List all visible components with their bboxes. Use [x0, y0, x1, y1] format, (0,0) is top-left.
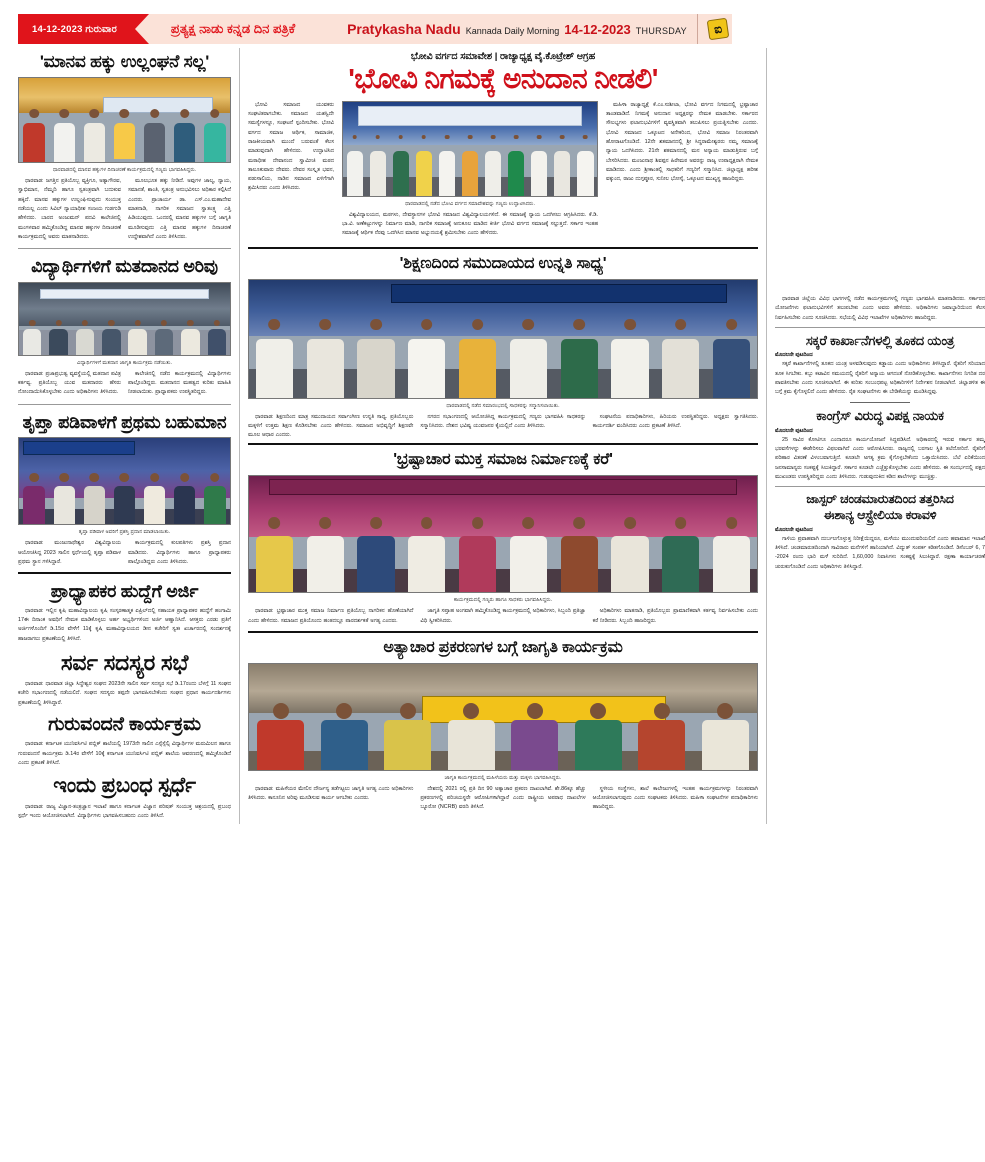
- masthead-date-flag: [18, 14, 135, 44]
- right-story-3-headline-line2: ಈಶಾನ್ಯ ಆಸ್ಟ್ರೇಲಿಯಾ ಕರಾವಳಿ: [823, 507, 937, 522]
- mid-story-2: [248, 451, 758, 627]
- paragraph: ಸಂಘಟನೆಯ ಪದಾಧಿಕಾರಿಗಳು, ಹಿರಿಯರು ಉಪಸ್ಥಿತರಿದ್ದರು. ಅಧ್ಯಕ್ಷರು ಸ್ವಾಗತಿಸಿದರು. ಕಾರ್ಯದರ್ಶಿ ವಂದಿಸಿದರು ಎಂದು ಪ್ರಕಟಣೆ ತಿಳಿಸಿದೆ.: [592, 413, 758, 429]
- paragraph: ಅಧಿಕಾರಿಗಳು ಮಾತನಾಡಿ, ಪ್ರತಿಯೊಬ್ಬರು ಪ್ರಾಮಾಣಿಕವಾಗಿ ಕರ್ತವ್ಯ ನಿರ್ವಹಿಸಬೇಕು ಎಂದು ಕರೆ ನೀಡಿದರು. ಸಿಬ್ಬಂದಿ ಹಾಜರಿದ್ದರು.: [592, 608, 758, 624]
- right-column: [767, 48, 985, 824]
- masthead-day: THURSDAY: [635, 26, 687, 36]
- middle-column: [240, 48, 767, 824]
- paragraph: ಸಕ್ಕರೆ ಕಾರ್ಖಾನೆಗಳಲ್ಲಿ ತೂಕದ ಯಂತ್ರ ಅಳವಡಿಸುವುದು ಕಡ್ಡಾಯ ಎಂದು ಅಧಿಕಾರಿಗಳು ತಿಳಿಸಿದ್ದಾರೆ. ರೈತರಿಗೆ ಸರಿಯಾದ ತೂಕ ಸಿಗಬೇಕು. ಕಬ್ಬು ಕಟಾವಿನ ಸಮಯದಲ್ಲಿ ರೈತರಿಗೆ ಅನ್ಯಾಯ ಆಗದಂತೆ ನೋಡಿಕೊಳ್ಳಬೇಕು. ಕಾರ್ಖಾನೆಗಳು ನಿಗದಿತ ದರ ಪಾವತಿಸಬೇಕು ಎಂದು ಸೂಚಿಸಲಾಗಿದೆ. ಈ ಕುರಿತು ಸಂಬಂಧಪಟ್ಟ ಅಧಿಕಾರಿಗಳಿಗೆ ನಿರ್ದೇಶನ ನೀಡಲಾಗಿದೆ. ಜಿಲ್ಲಾಡಳಿತ ಈ ಬಗ್ಗೆ ಕ್ರಮ ಕೈಗೊಳ್ಳಲಿದೆ ಎಂದು ಹೇಳಿದರು. ರೈತ ಸಂಘಟನೆಗಳು ಈ ಬೇಡಿಕೆಯನ್ನು ಮಂಡಿಸಿದ್ದವು.: [775, 361, 985, 396]
- paragraph: ಧಾರವಾಡ: ಭ್ರಷ್ಟಾಚಾರ ಮುಕ್ತ ಸಮಾಜ ನಿರ್ಮಾಣ ಪ್ರತಿಯೊಬ್ಬ ನಾಗರಿಕನ ಹೊಣೆಯಾಗಿದೆ ಎಂದು ಹೇಳಿದರು. ಸಮಾಜದ ಪ್ರತಿಯೊಂದು ಹಂತದಲ್ಲೂ ಪಾರದರ್ಶಕತೆ ಅಗತ್ಯ ಎಂದರು.: [248, 608, 414, 624]
- left-story-2-headline: ವಿದ್ಯಾರ್ಥಿಗಳಿಗೆ ಮತದಾನದ ಅರಿವು: [31, 256, 218, 277]
- masthead: [18, 14, 732, 44]
- mid-story-2-headline: 'ಭ್ರಷ್ಟಾಚಾರ ಮುಕ್ತ ಸಮಾಜ ನಿರ್ಮಾಣಕ್ಕೆ ಕರೆ': [393, 451, 613, 469]
- left-story-3-headline: ತೃಪ್ತಾ ಪಡಿವಾಳಗೆ ಪ್ರಥಮ ಬಹುಮಾನ: [22, 411, 227, 432]
- mid-story-1: [248, 255, 758, 441]
- mid-story-3-photo: [248, 663, 758, 771]
- left-story-5-body: [18, 680, 231, 708]
- right-story-2-headline: ಕಾಂಗ್ರೆಸ್ ವಿರುದ್ಧ ವಿಪಕ್ಷ ನಾಯಕ: [816, 408, 944, 424]
- lead-photo-caption: ಧಾರವಾಡದಲ್ಲಿ ನಡೆದ ಭೋವಿ ವರ್ಗದ ಸಮಾವೇಶವನ್ನು ಗಣ್ಯರು ಉದ್ಘಾಟಿಸಿದರು.: [405, 200, 535, 207]
- left-story-4-headline: ಪ್ರಾಧ್ಯಾಪಕರ ಹುದ್ದೆಗೆ ಅರ್ಜಿ: [50, 581, 199, 602]
- right-story-0-body: [775, 295, 985, 323]
- left-story-1-body: [18, 177, 231, 244]
- mid-story-3: [248, 639, 758, 813]
- paragraph: ಸ್ಥಳೀಯ ಸಂಸ್ಥೆಗಳು, ಶಾಲೆ ಕಾಲೇಜುಗಳಲ್ಲಿ ಇಂತಹ ಕಾರ್ಯಕ್ರಮಗಳನ್ನು ನಿರಂತರವಾಗಿ ಆಯೋಜಿಸಲಾಗುವುದು ಎಂದು ಸಂಘಟಕರು ತಿಳಿಸಿದರು. ಮಹಿಳಾ ಸಂಘಟನೆಗಳ ಪದಾಧಿಕಾರಿಗಳು ಹಾಜರಿದ್ದರು.: [592, 785, 758, 811]
- paragraph: ವಿಶ್ವವಿದ್ಯಾಲಯದ, ಮಠಗಳು, ದೇವಸ್ಥಾನಗಳ ಭೋವಿ ಸಮಾಜದ ವಿಶ್ವವಿದ್ಯಾಲಯಗಳಿದೆ. ಈ ಸಮಾಜಕ್ಕೆ ನ್ಯಾಯ ಒದಗಿಸಲು ಆಗ್ರಹಿಸಿದರು. ಕೆ.ಡಿ. ಭಾ.ವಿ. ಅಣೆಕಟ್ಟುಗಳನ್ನು ನಿರ್ಮಾಣ ಮಾಡಿ, ನಾಗರಿಕ ಸಮಾಜಕ್ಕೆ ಅನುಕೂಲ ಮಾಡಿದ ಕೀರ್ತಿ ಭೋವಿ ವರ್ಗದ ಸಮಾಜಕ್ಕೆ ಸಲ್ಲುತ್ತದೆ. ಸರ್ಕಾರ ಇಂತಹ ಸಮಾಜಕ್ಕೆ ಆರ್ಥಿಕ ನೆರವು ಒದಗಿಸಿದ ಮಾನವ ಅಭ್ಯುದಯಕ್ಕೆ ಶ್ರಮಿಸಬೇಕು ಎಂದು ಹೇಳಿದರು.: [342, 211, 598, 237]
- lead-headline: 'ಭೋವಿ ನಿಗಮಕ್ಕೆ ಅನುದಾನ ನೀಡಲಿ': [348, 63, 658, 94]
- masthead-kannada-title: ಪ್ರತ್ಯಕ್ಷ ನಾಡು ಕನ್ನಡ ದಿನ ಪತ್ರಿಕೆ: [170, 21, 296, 36]
- right-story-1: [775, 333, 985, 398]
- left-story-5-headline: ಸರ್ವ ಸದಸ್ಯರ ಸಭೆ: [60, 650, 189, 676]
- masthead-right-group: [347, 21, 697, 37]
- left-story-6-body: [18, 740, 231, 768]
- right-story-1-body: [775, 360, 985, 397]
- lead-column-2: [342, 211, 598, 239]
- left-story-4: [18, 581, 231, 644]
- left-story-5: [18, 650, 231, 708]
- mid-story-1-body: [248, 413, 758, 441]
- left-story-1-headline: 'ಮಾನವ ಹಕ್ಕು ಉಲ್ಲಂಘನೆ ಸಲ್ಲ': [39, 52, 210, 71]
- mid-story-2-body: [248, 607, 758, 628]
- newspaper-logo-icon: ಐ: [707, 18, 730, 41]
- left-story-2: [18, 256, 231, 400]
- masthead-date-kn: 14-12-2023 ಗುರುವಾರ: [32, 23, 117, 35]
- left-column: [18, 48, 240, 824]
- mid-story-1-caption: ಧಾರವಾಡದಲ್ಲಿ ನಡೆದ ಸಮಾರಂಭದಲ್ಲಿ ಸಾಧಕರನ್ನು ಸನ್ಮಾನಿಸಲಾಯಿತು.: [446, 402, 560, 409]
- left-story-1: [18, 52, 231, 244]
- paragraph: ನಗರದ ಸಭಾಂಗಣದಲ್ಲಿ ಆಯೋಜಿಸಿದ್ದ ಕಾರ್ಯಕ್ರಮದಲ್ಲಿ ಗಣ್ಯರು ಭಾಗವಹಿಸಿ ಸಾಧಕರನ್ನು ಸನ್ಮಾನಿಸಿದರು. ದೇಶದ ಭವಿಷ್ಯ ಯುವಜನರ ಕೈಯಲ್ಲಿದೆ ಎಂದು ತಿಳಿಸಿದರು.: [420, 413, 586, 429]
- paragraph: ಕಾಲೇಜಿನಲ್ಲಿ ನಡೆದ ಕಾರ್ಯಕ್ರಮದಲ್ಲಿ ವಿದ್ಯಾರ್ಥಿಗಳು ಪಾಲ್ಗೊಂಡಿದ್ದರು. ಮತದಾನದ ಮಹತ್ವದ ಕುರಿತು ಮಾಹಿತಿ ನೀಡಲಾಯಿತು. ಪ್ರಾಧ್ಯಾಪಕರು ಉಪಸ್ಥಿತರಿದ್ದರು.: [128, 370, 231, 396]
- paragraph: ಮೂಲಭೂತ ಹಕ್ಕು ನೀಡಿದೆ. ಅವುಗಳ ಜಾಲ್ಯ, ನ್ಯಾಯ, ಸಮಾನತೆ, ಶಾಂತಿ, ಸ್ವತಂತ್ರ ಅನುಭವಿಸಲು ಅಧಿಕಾರ ಕಲ್ಪಿಸಿದೆ ಎಂದರು. ಪ್ರಾಚಾರ್ಯ ಡಾ. ಎಸ್.ಎಂ.ಮಹಾದೇವ ಮಾತನಾಡಿ, ನಾಗರಿಕ ಸಮಾಜದ ಸ್ವಾತಂತ್ರ್ಯ ಎತ್ತಿ ಹಿಡಿಯುವುದು. ಒಂದರಲ್ಲಿ ಮಾನವ ಹಕ್ಕುಗಳ ಬಗ್ಗೆ ಜಾಗೃತಿ ಮೂಡಿಸುವುದು ಎತ್ತಿ ಮಾನವ ಹಕ್ಕುಗಳ ದಿನಾಚರಣೆ ಉದ್ದೇಶವಾಗಿದೆ ಎಂದು ತಿಳಿಸಿದರು.: [128, 178, 231, 240]
- left-story-7-body: [18, 803, 231, 822]
- paragraph: ಗಾಳಿಯ ಪ್ರವಾಹವಾಗಿ ದುರ್ಬಲಗೊಳ್ಳುತ್ತ ನಿರೀಕ್ಷೆಯಿದ್ದರೂ, ಮಳೆಯು ಮುಂದುವರಿಯಲಿದೆ ಎಂದು ಹವಾಮಾನ ಇಲಾಖೆ ತಿಳಿಸಿದೆ. ಚಂಡಮಾರುತದಿಂದಾಗಿ ಸಾವಿರಾರು ಮನೆಗಳಿಗೆ ಹಾನಿಯಾಗಿದೆ. ವಿದ್ಯುತ್ ಸಂಪರ್ಕ ಕಡಿತಗೊಂಡಿದೆ. ಡಿಸೆಂಬರ್ 6, 7 -2024 ರಂದು ಭಾರಿ ಮಳೆ ಸುರಿದಿದೆ. 1,60,000 ನಿವಾಸಿಗಳು ಸಂಕಷ್ಟಕ್ಕೆ ಸಿಲುಕಿದ್ದಾರೆ. ರಕ್ಷಣಾ ಕಾರ್ಯಾಚರಣೆ ಚುರುಕುಗೊಂಡಿದೆ ಎಂದು ಅಧಿಕಾರಿಗಳು ತಿಳಿಸಿದ್ದಾರೆ.: [775, 535, 985, 570]
- mid-story-3-body: [248, 785, 758, 813]
- mid-story-1-photo: [248, 279, 758, 399]
- page-grid: [18, 48, 985, 824]
- left-story-3-photo: [18, 437, 231, 525]
- right-story-3: [775, 492, 985, 572]
- right-story-1-headline: ಸಕ್ಕರೆ ಕಾರ್ಖಾನೆಗಳಲ್ಲಿ ತೂಕದ ಯಂತ್ರ: [805, 332, 955, 348]
- paragraph: ಮಹಿಳಾ ರಾಜ್ಯಾಧ್ಯಕ್ಷೆ ಕೆ.ಎಂ.ಸುಶೀಲಾ, ಭೋವಿ ವರ್ಗದ ನಿಗಮದಲ್ಲಿ ಭ್ರಷ್ಟಾಚಾರ ತಾಂಡವಾಡಿದೆ. ನಿಗಮಕ್ಕೆ ಅನುದಾನ ಅಧ್ಯಕ್ಷರನ್ನು ನೇಮಕ ಮಾಡಬೇಕು. ಸರ್ಕಾರದ ಸೌಲಭ್ಯಗಳು ಫಲಾನುಭವಿಗಳಿಗೆ ವ್ಯವಸ್ಥಿತವಾಗಿ ತಲುಪಿಸಲು ಪ್ರಯತ್ನಿಸಬೇಕು ಎಂದರು. ಭೋವಿ ಸಮಾಜದ ಒಕ್ಕೂಟದ ಅನೇಕರಿಂದ, ಭೋವಿ ಸಮಾಜ ನಿರಂತರವಾಗಿ ಹೋರಾಟಗೊಂಡಿದೆ. 12ನೇ ಶತಮಾನದಲ್ಲಿ ಶ್ರೀ ಸಿದ್ಧರಾಮೇಶ್ವರರು ನಮ್ಮ ಸಮಾಜಕ್ಕೆ ನ್ಯಾಯ ಒದಗಿಸಿದರು. 21ನೇ ಶತಮಾನದಲ್ಲಿ ಮನ ಅನ್ಯಾಯ ಮಾಡುತ್ತಿರುವ ಬಗ್ಗೆ ಬೇಸರಿಸಿದರು. ಮಂಜುನಾಥ ಶಿವಪ್ಪನ ಹಿರೇಮಠ ಅವರನ್ನು ರಾಜ್ಯ ಉಪಾಧ್ಯಕ್ಷರಾಗಿ ನೇಮಕ ಮಾಡಿದರು. ಎಂದು ಶ್ರೀಕಾಂತಲ್ಲಿ ಸಾಧಕರಿಗೆ ಗಣ್ಯರಿಗೆ ಸನ್ಮಾನಿಸಿದ. ಜಿಲ್ಲಾಧ್ಯಕ್ಷ ಹರೀಶ ವಕ್ಕುಂದ, ರಾಜು ದುಗ್ಗಪ್ಪೂರ, ಸುನೀಲ ಭೋಸ್ಕೆ, ಒಕ್ಕೂಟದ ಮುಖ್ಯಸ್ಥ ಹಾಜರಿದ್ದರು.: [606, 101, 758, 183]
- masthead-english-date: 14-12-2023: [564, 22, 631, 37]
- right-story-2: [775, 408, 985, 482]
- paragraph: ಭೋವಿ ಸಮಾಜದ ಯುವಕರು ಸಂಘಟಿತರಾಗಬೇಕು. ಸಮಾಜದ ಯಶಸ್ವಿದೇ ಸಮಸ್ಯೆಗಳನ್ನೂ, ಸಂಘಟನೆ ಸ್ಪಂದಿಸಬೇಕು. ಭೋವಿ ವರ್ಗದ ಸಮಾಜ ಆರ್ಥಿಕ, ಸಾಮಾಜಿಕ, ರಾಜಕೀಯವಾಗಿ ಮುಂದೆ ಬರುವಂತೆ ಕೆಲಸ ಮಾಡುವುದಾಗಿ ಹೇಳಿದರು. ಉದ್ಘಾಟಿಸಿದ ಮಠಾಧೀಶ ದೇವಾನಂದ ಸ್ವಾಮೀಜಿ ಮಠದ ತಾಲೂಕುವಾರು ದೇವರು. ದೇವರ ಸಂಸ್ಕೃತ ಭವನ, ಪಡುಸಾಲಿಯ, ನಾಡಿನ ಸಮಾಜದ ಏಳಿಗೆಗಾಗಿ ಶ್ರಮಿಸಿದರು ಎಂದು ತಿಳಿಸಿದರು.: [248, 101, 334, 192]
- left-story-6-headline: ಗುರುವಂದನೆ ಕಾರ್ಯಕ್ರಮ: [48, 713, 201, 735]
- lead-photo: [342, 101, 598, 197]
- mid-story-2-caption: ಕಾರ್ಯಕ್ರಮದಲ್ಲಿ ಗಣ್ಯರು ಹಾಗೂ ಸಾಧಕರು ಭಾಗವಹಿಸಿದ್ದರು.: [453, 597, 553, 604]
- lead-body-grid: [248, 101, 758, 241]
- right-story-3-headline-line1: ಜಾಸ್ಪರ್ ಚಂಡಮಾರುತದಿಂದ ತತ್ತರಿಸಿದ: [806, 492, 954, 507]
- masthead-logo-container: [697, 14, 732, 44]
- paragraph: ಕಾರ್ಯಕ್ರಮದಲ್ಲಿ ಕುಲಪತಿಗಳು ಪ್ರಶಸ್ತಿ ಪ್ರದಾನ ಮಾಡಿದರು. ವಿದ್ಯಾರ್ಥಿಗಳು ಹಾಗೂ ಪ್ರಾಧ್ಯಾಪಕರು ಪಾಲ್ಗೊಂಡಿದ್ದರು ಎಂದು ತಿಳಿಸಿದರು.: [128, 540, 231, 565]
- mid-story-3-caption: ಜಾಗೃತಿ ಕಾರ್ಯಕ್ರಮದಲ್ಲಿ ಮಹಿಳೆಯರು ಮತ್ತು ಮಕ್ಕಳು ಭಾಗವಹಿಸಿದ್ದರು.: [444, 774, 562, 781]
- paragraph: ಧಾರವಾಡ: ರಾಜ್ಯ ವಿಜ್ಞಾನ-ತಂತ್ರಜ್ಞಾನ ಇಲಾಖೆ ಹಾಗೂ ಕರ್ನಾಟಕ ವಿಜ್ಞಾನ ಪರಿಷತ್ ಸಂಯುಕ್ತ ಆಶ್ರಯದಲ್ಲಿ ಪ್ರಬಂಧ ಸ್ಪರ್ಧೆ ಇಂದು ಆಯೋಜಿಸಲಾಗಿದೆ. ವಿದ್ಯಾರ್ಥಿಗಳು ಭಾಗವಹಿಸಬಹುದು ಎಂದು ತಿಳಿಸಿದೆ.: [18, 803, 231, 820]
- paragraph: ಧಾರವಾಡ: ಮಂಜುನಾಥೇಶ್ವರ ವಿಶ್ವವಿದ್ಯಾಲಯ ಆಯೋಜಿಸಿದ್ದ 2023 ಸಾಲಿನ ಸ್ಪರ್ಧೆಯಲ್ಲಿ ತೃಪ್ತಾ ಪಡಿವಾಳ ಪ್ರಥಮ ಸ್ಥಾನ ಗಳಿಸಿದ್ದಾರೆ.: [18, 540, 121, 565]
- paragraph: ಜಾಗೃತಿ ಸಪ್ತಾಹ ಅಂಗವಾಗಿ ಹಮ್ಮಿಕೊಂಡಿದ್ದ ಕಾರ್ಯಕ್ರಮದಲ್ಲಿ ಅಧಿಕಾರಿಗಳು, ಸಿಬ್ಬಂದಿ ಪ್ರತಿಜ್ಞಾ ವಿಧಿ ಸ್ವೀಕರಿಸಿದರು.: [420, 608, 586, 624]
- lead-photo-block: [342, 101, 598, 241]
- left-story-3-caption: ತೃಪ್ತಾ ಪಡಿವಾಳ ಅವರಿಗೆ ಪ್ರಶಸ್ತಿ ಪ್ರದಾನ ಮಾಡಲಾಯಿತು.: [78, 529, 171, 536]
- left-story-1-caption: ಧಾರವಾಡದಲ್ಲಿ ಮಾನವ ಹಕ್ಕುಗಳ ದಿನಾಚರಣೆ ಕಾರ್ಯಕ್ರಮದಲ್ಲಿ ಗಣ್ಯರು ಭಾಗವಹಿಸಿದ್ದರು.: [52, 167, 197, 174]
- left-story-6: [18, 714, 231, 768]
- lead-column-3: [606, 101, 758, 241]
- right-story-3-byline: ಮೊದಲನೇ ಪುಟದಿಂದ: [775, 526, 813, 533]
- mid-story-2-photo: [248, 475, 758, 593]
- lead-kicker: ಭೋವಿ ವರ್ಗದ ಸಮಾವೇಶ | ರಾಜ್ಯಾಧ್ಯಕ್ಷ ವೈ.ಕೊಟ್ರೇಶ್ ಆಗ್ರಹ: [410, 51, 596, 62]
- left-story-2-caption: ವಿದ್ಯಾರ್ಥಿಗಳಿಗೆ ಮತದಾನ ಜಾಗೃತಿ ಕಾರ್ಯಕ್ರಮ ನಡೆಯಿತು.: [77, 359, 172, 366]
- paragraph: ಧಾರವಾಡ ಜಿಲ್ಲೆಯ ವಿವಿಧ ಭಾಗಗಳಲ್ಲಿ ನಡೆದ ಕಾರ್ಯಕ್ರಮಗಳಲ್ಲಿ ಗಣ್ಯರು ಭಾಗವಹಿಸಿ ಮಾತನಾಡಿದರು. ಸರ್ಕಾರದ ಯೋಜನೆಗಳು ಫಲಾನುಭವಿಗಳಿಗೆ ತಲುಪಬೇಕು ಎಂದು ಅವರು ಹೇಳಿದರು. ಅಧಿಕಾರಿಗಳು ಜವಾಬ್ದಾರಿಯಿಂದ ಕೆಲಸ ನಿರ್ವಹಿಸಬೇಕು ಎಂದು ಸೂಚಿಸಿದರು. ಸಭೆಯಲ್ಲಿ ವಿವಿಧ ಇಲಾಖೆಗಳ ಅಧಿಕಾರಿಗಳು ಹಾಜರಿದ್ದರು.: [775, 296, 985, 321]
- right-story-2-byline: ಮೊದಲನೇ ಪುಟದಿಂದ: [775, 427, 813, 434]
- left-story-2-photo: [18, 282, 231, 356]
- left-story-7-headline: ಇಂದು ಪ್ರಬಂಧ ಸ್ಪರ್ಧೆ: [53, 774, 196, 798]
- paragraph: ಧಾರವಾಡ: ಮಹಿಳೆಯರ ಮೇಲಿನ ದೌರ್ಜನ್ಯ ತಡೆಗಟ್ಟಲು ಜಾಗೃತಿ ಅಗತ್ಯ ಎಂದು ಅಧಿಕಾರಿಗಳು ತಿಳಿಸಿದರು. ಕಾನೂನಿನ ಅರಿವು ಮೂಡಿಸುವ ಕಾರ್ಯ ಆಗಬೇಕು ಎಂದರು.: [248, 785, 414, 802]
- paragraph: ಧಾರವಾಡ: ಧಾರವಾಡ ಜಿಲ್ಲಾ ಸಿದ್ಧೇಶ್ವರ ಸಂಘದ 2023ನೇ ಸಾಲಿನ ಸರ್ವ ಸದಸ್ಯರ ಸಭೆ ಡಿ.17ರಂದು ಬೆಳಗ್ಗೆ 11 ಸಂಘದ ಕಚೇರಿ ಸಭಾಂಗಣದಲ್ಲಿ ನಡೆಯಲಿದೆ. ಸಂಘದ ಸದಸ್ಯರು ತಪ್ಪದೇ ಭಾಗವಹಿಸಬೇಕೆಂದು ಸಂಘದ ಪ್ರಧಾನ ಕಾರ್ಯದರ್ಶಿಗಳು ಪ್ರಕಟಣೆಯಲ್ಲಿ ತಿಳಿಸಿದ್ದಾರೆ.: [18, 680, 231, 706]
- right-story-3-body: [775, 535, 985, 572]
- masthead-subtitle: Kannada Daily Morning: [465, 26, 560, 36]
- left-story-1-photo: [18, 77, 231, 163]
- left-story-2-body: [18, 370, 231, 400]
- left-story-7: [18, 774, 231, 821]
- mid-story-1-headline: 'ಶಿಕ್ಷಣದಿಂದ ಸಮುದಾಯದ ಉನ್ನತಿ ಸಾಧ್ಯ': [399, 254, 607, 272]
- right-story-2-body: [775, 436, 985, 482]
- left-story-3-body: [18, 539, 231, 569]
- lead-story: [248, 51, 758, 241]
- masthead-english-title: Pratykasha Nadu: [347, 21, 461, 37]
- left-story-3: [18, 412, 231, 570]
- paragraph: ಧಾರವಾಡ: ಶಿಕ್ಷಣದಿಂದ ಮಾತ್ರ ಸಮುದಾಯದ ಸರ್ವಾಂಗೀಣ ಉನ್ನತಿ ಸಾಧ್ಯ. ಪ್ರತಿಯೊಬ್ಬರು ಮಕ್ಕಳಿಗೆ ಉತ್ತಮ ಶಿಕ್ಷಣ ಕೊಡಿಸಬೇಕು ಎಂದು ಹೇಳಿದರು. ಸಮಾಜದ ಅಭಿವೃದ್ಧಿಗೆ ಶಿಕ್ಷಣವೇ ಮೂಲ ಆಧಾರ ಎಂದರು.: [248, 413, 414, 439]
- paragraph: ಧಾರವಾಡ: ಇಲ್ಲಿನ ಕೃಷಿ ಮಹಾವಿದ್ಯಾಲಯ ಕೃಷಿ ಸಂಸ್ಕರಣಾತ್ಮಕ ಏಪ್ರಿಲ್‌ದಲ್ಲಿ ಸಹಾಯಕ ಪ್ರಾಧ್ಯಾಪಕರ ಹುದ್ದೆಗೆ ಹಂಗಾಮಿ 17ಈ ದಿನಾಂಕ ಅವಧಿಗೆ ನೇಮಕ ಮಾಡಿಕೊಳ್ಳಲು ಅರ್ಹ ಅಭ್ಯರ್ಥಿಗಳಿಂದ ಅರ್ಜಿ ಆಹ್ವಾನಿಸಿದೆ. ಆಸಕ್ತರು ಎರಡು ಪ್ರತಿಗೆ ಅರ್ಜಿಗಳೊಂದಿಗೆ ಡಿ.15ರ ವೇಳೆಗೆ 11ಕ್ಕೆ ಕೃಷಿ ಮಹಾವಿದ್ಯಾಲಯದ ಡೀನ ಕಚೇರಿಗೆ ಸ್ವತಃ ಖರ್ಚಾರದಲ್ಲಿ ಸಂದರ್ಶನಕ್ಕೆ ಹಾಜರಾಗಲು ಪ್ರಕಟಣೆಯಲ್ಲಿ ತಿಳಿಸಿದೆ.: [18, 607, 231, 642]
- paragraph: ಧಾರವಾಡ: ಕರ್ನಾಟಕ ಯುನಿವರ್ಸಿಟಿ ಪಬ್ಲಿಕ್ ಶಾಲೆಯಲ್ಲಿ 1973ನೇ ಸಾಲಿನ ಎಸ್ಸೆಸ್ಸೆಲ್ಸಿ ವಿದ್ಯಾರ್ಥಿಗಳ ಮರುಮಿಲನ ಹಾಗೂ ಗುರುವಂದನೆ ಕಾರ್ಯಕ್ರಮ ಡಿ.14ರ ವೇಳೆಗೆ 10ಕ್ಕೆ ಕರ್ನಾಟಕ ಯುನಿವರ್ಸಿಟಿ ಪಬ್ಲಿಕ್ ಶಾಲೆಯ ಆವರಣದಲ್ಲಿ ಹಮ್ಮಿಕೊಂಡಿದೆ ಎಂದು ಪ್ರಕಟಣೆ ತಿಳಿಸಿದೆ.: [18, 741, 231, 766]
- paragraph: 25 ಸಾವಿರ ಕೋಟಿಗೂ ಎಂದಾದರೂ ಕಾರ್ಯಯೋಜನೆ ಸಿದ್ಧಪಡಿಸಿದೆ. ಅಧಿಕಾರದಲ್ಲಿ ಇರುವ ಸರ್ಕಾರ ತಮ್ಮ ಭರವಸೆಗಳನ್ನು ಈಡೇರಿಸಲು ವಿಫಲವಾಗಿದೆ ಎಂದು ಆರೋಪಿಸಿದರು. ರಾಜ್ಯದಲ್ಲಿ ಬರಗಾಲ ಸ್ಥಿತಿ ತಲೆದೋರಿದೆ. ರೈತರಿಗೆ ಪರಿಹಾರ ವಿತರಣೆ ವಿಳಂಬವಾಗುತ್ತಿದೆ. ಕೂಡಲೇ ಅಗತ್ಯ ಕ್ರಮ ಕೈಗೊಳ್ಳಬೇಕೆಂದು ಒತ್ತಾಯಿಸಿದರು. ಬೆಲೆ ಏರಿಕೆಯಿಂದ ಜನಸಾಮಾನ್ಯರು ಸಂಕಷ್ಟಕ್ಕೆ ಸಿಲುಕಿದ್ದಾರೆ. ಸರ್ಕಾರ ಕೂಡಲೇ ಎಚ್ಚೆತ್ತುಕೊಳ್ಳಬೇಕು ಎಂದು ಹೇಳಿದರು. ಈ ಸಂದರ್ಭದಲ್ಲಿ ಪಕ್ಷದ ಮುಖಂಡರು ಉಪಸ್ಥಿತರಿದ್ದರು ಎಂದು ತಿಳಿಸಿದರು. ಗುಡುವುದುಕಿದ ಕಡಿದ ಶಾಲೆಗಳನ್ನು ಮುಚ್ಚಿತ್ತು.: [775, 436, 985, 480]
- paragraph: ದೇಶದಲ್ಲಿ 2021 ರಲ್ಲಿ ಪ್ರತಿ ದಿನ 90 ಅತ್ಯಾಚಾರ ಪ್ರಕರಣ ದಾಖಲಾಗಿವೆ. ಶೇ.86ಕ್ಕೂ ಹೆಚ್ಚು ಪ್ರಕರಣಗಳಲ್ಲಿ ಪರಿಚಯಸ್ಥರೇ ಆರೋಪಿಗಳಾಗಿದ್ದಾರೆ ಎಂದು ರಾಷ್ಟ್ರೀಯ ಅಪರಾಧ ದಾಖಲೆಗಳ ಬ್ಯೂರೋ (NCRB) ವರದಿ ತಿಳಿಸಿದೆ.: [420, 785, 586, 811]
- mid-story-3-headline: ಅತ್ಯಾಚಾರ ಪ್ರಕರಣಗಳ ಬಗ್ಗೆ ಜಾಗೃತಿ ಕಾರ್ಯಕ್ರಮ: [383, 638, 623, 656]
- right-story-1-byline: ಮೊದಲನೇ ಪುಟದಿಂದ: [775, 352, 813, 359]
- lead-column-1: [248, 101, 334, 241]
- paragraph: ಧಾರವಾಡ: ಪ್ರಜಾಪ್ರಭುತ್ವ ವ್ಯವಸ್ಥೆಯಲ್ಲಿ ಮತದಾನ ಪವಿತ್ರ ಕರ್ತವ್ಯ. ಪ್ರತಿಯೊಬ್ಬ ಯುವ ಮತದಾರರು ಹೆಸರು ನೋಂದಾಯಿಸಿಕೊಳ್ಳಬೇಕು ಎಂದು ಅಧಿಕಾರಿಗಳು ತಿಳಿಸಿದರು.: [18, 370, 121, 396]
- left-story-4-body: [18, 607, 231, 644]
- paragraph: ಧಾರವಾಡ: ಜಗತ್ತಿನ ಪ್ರತಿಯೊಬ್ಬ ವ್ಯಕ್ತಿಗೂ, ಅತ್ಯಾಗೌರವ, ಸ್ವಾಭಿಮಾನ, ನೆಮ್ಮದಿ ಹಾಗೂ ಸ್ವತಂತ್ರವಾಗಿ ಬದುಕುವ ಹಕ್ಕಿದೆ. ಮಾನವ ಹಕ್ಕುಗಳ ಉಲ್ಲಂಘಿಸುವುದು ಸಂಯುಕ್ತ ನಡೆಯಲ್ಲ ಎಂದು ಸಿವಿಲ್ ನ್ಯಾಯಾಧೀಶ ಸಂಜಯ ಗುಡಗುಡಿ ಹೇಳಿದರು. ಬಾರದ ಅಂಜುಮನ್ ಪದವಿ ಕಾಲೇಜಿನಲ್ಲಿ ಮಂಗಳವಾರ ಹಮ್ಮಿಕೊಂಡಿದ್ದ ಮಾನವ ಹಕ್ಕುಗಳ ದಿನಾಚರಣೆ ಕಾರ್ಯಕ್ರಮದಲ್ಲಿ ಅವರು ಮಾತನಾಡಿದರು.: [18, 178, 121, 240]
